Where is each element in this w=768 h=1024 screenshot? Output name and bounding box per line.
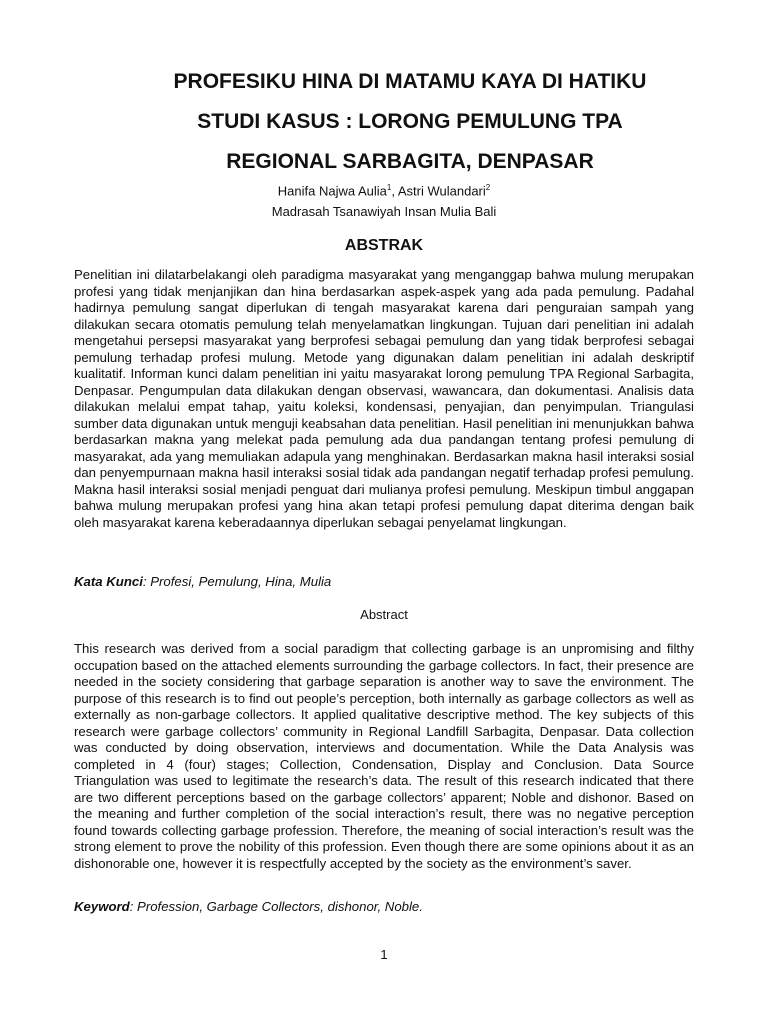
abstrak-heading: ABSTRAK: [344, 237, 424, 254]
abstrak-paragraph: Penelitian ini dilatarbelakangi oleh paradigma masyarakat yang menganggap bahwa mulung merupakan profesi yang tidak menjanjikan dan hina berdasarkan aspek-aspek yang ada pada pemulung. Padahal hadirnya pemulung sangat diperlukan di tengah masyarakat karena dari penguraian sampah yang dilakukan secara otomatis pemulung telah menyelamatkan lingkungan. Tujuan dari penelitian ini adalah mengetahui persepsi masyarakat yang berprofesi sebagai pemulung dan yang tidak berprofesi sebagai pemulung terhadap profesi mulung. Metode yang digunakan dalam penelitian ini adalah deskriptif kualitatif. Informan kunci dalam penelitian ini yaitu masyarakat lorong pemulung TPA Regional Sarbagita, Denpasar. Pengumpulan data dilakukan dengan observasi, wawancara, dan dokumentasi. Analisis data dilakukan melalui empat tahap, yaitu koleksi, kondensasi, penyajian, dan penyimpulan. Triangulasi sumber data digunakan untuk menguji keabsahan data penelitian. Hasil penelitian ini menunjukkan bahwa berdasarkan makna yang melekat pada pemulung ada dua pandangan tentang profesi pemulung di masyarakat, ada yang memuliakan adapula yang menghinakan. Berdasarkan makna hasil interaksi sosial dan penyempurnaan makna hasil interaksi sosial tidak ada pandangan negatif terhadap profesi pemulung. Makna hasil interaksi sosial menjadi penguat dari mulianya profesi pemulung. Meskipun timbul anggapan bahwa mulung merupakan profesi yang hina akan tetapi profesi pemulung dapat diterima dengan baik oleh masyarakat karena keberadaannya diperlukan sebagai penyelamat lingkungan.: [74, 267, 694, 530]
author-separator: ,: [391, 183, 398, 199]
title-line-3: REGIONAL SARBAGITA, DENPASAR: [226, 150, 594, 173]
title-line-1: PROFESIKU HINA DI MATAMU KAYA DI HATIKU: [173, 70, 647, 93]
keyword-values: : Profession, Garbage Collectors, dishonor, Noble.: [129, 899, 423, 914]
author-affiliation-marker: 2: [485, 183, 491, 192]
title-line-2: STUDI KASUS : LORONG PEMULUNG TPA: [197, 110, 623, 133]
kata-kunci-values: : Profesi, Pemulung, Hina, Mulia: [142, 574, 332, 589]
keyword-line: [74, 899, 694, 916]
kata-kunci-label: Kata Kunci: [74, 574, 143, 589]
page-number: 1: [380, 947, 388, 962]
paper-title: [110, 62, 710, 182]
kata-kunci-line: [74, 574, 694, 591]
affiliation: Madrasah Tsanawiyah Insan Mulia Bali: [271, 204, 497, 219]
keyword-label: Keyword: [74, 899, 130, 914]
abstract-paragraph: This research was derived from a social paradigm that collecting garbage is an unpromising and filthy occupation based on the attached elements surrounding the garbage collectors. In fact, their presence are needed in the society considering that garbage separation is another way to save the environment. The purpose of this research is to find out people’s perception, both internally as garbage collectors as well as externally as non-garbage collectors. It applied qualitative descriptive method. The key subjects of this research were garbage collectors’ community in Regional Landfill Sarbagita, Denpasar. Data collection was conducted by doing observation, interviews and documentation. While the Data Analysis was completed in 4 (four) stages; Collection, Condensation, Display and Conclusion. Data Source Triangulation was used to legitimate the research’s data. The result of this research indicated that there are two different perceptions based on the garbage collectors’ apparent; Noble and dishonor. Based on the meaning and further completion of the social interaction’s result, there was no negative perception found towards collecting garbage profession. Therefore, the meaning of social interaction’s result was the strong element to prove the nobility of this profession. Even though there are some opinions about it as an dishonorable one, however it is respectfully accepted by the society as the environment’s saver.: [74, 641, 694, 871]
author-list: [0, 180, 768, 199]
author-name: Astri Wulandari: [397, 183, 486, 199]
author-affiliation-marker: 1: [386, 183, 392, 192]
abstract-heading: Abstract: [360, 607, 408, 622]
author-name: Hanifa Najwa Aulia: [277, 183, 387, 199]
